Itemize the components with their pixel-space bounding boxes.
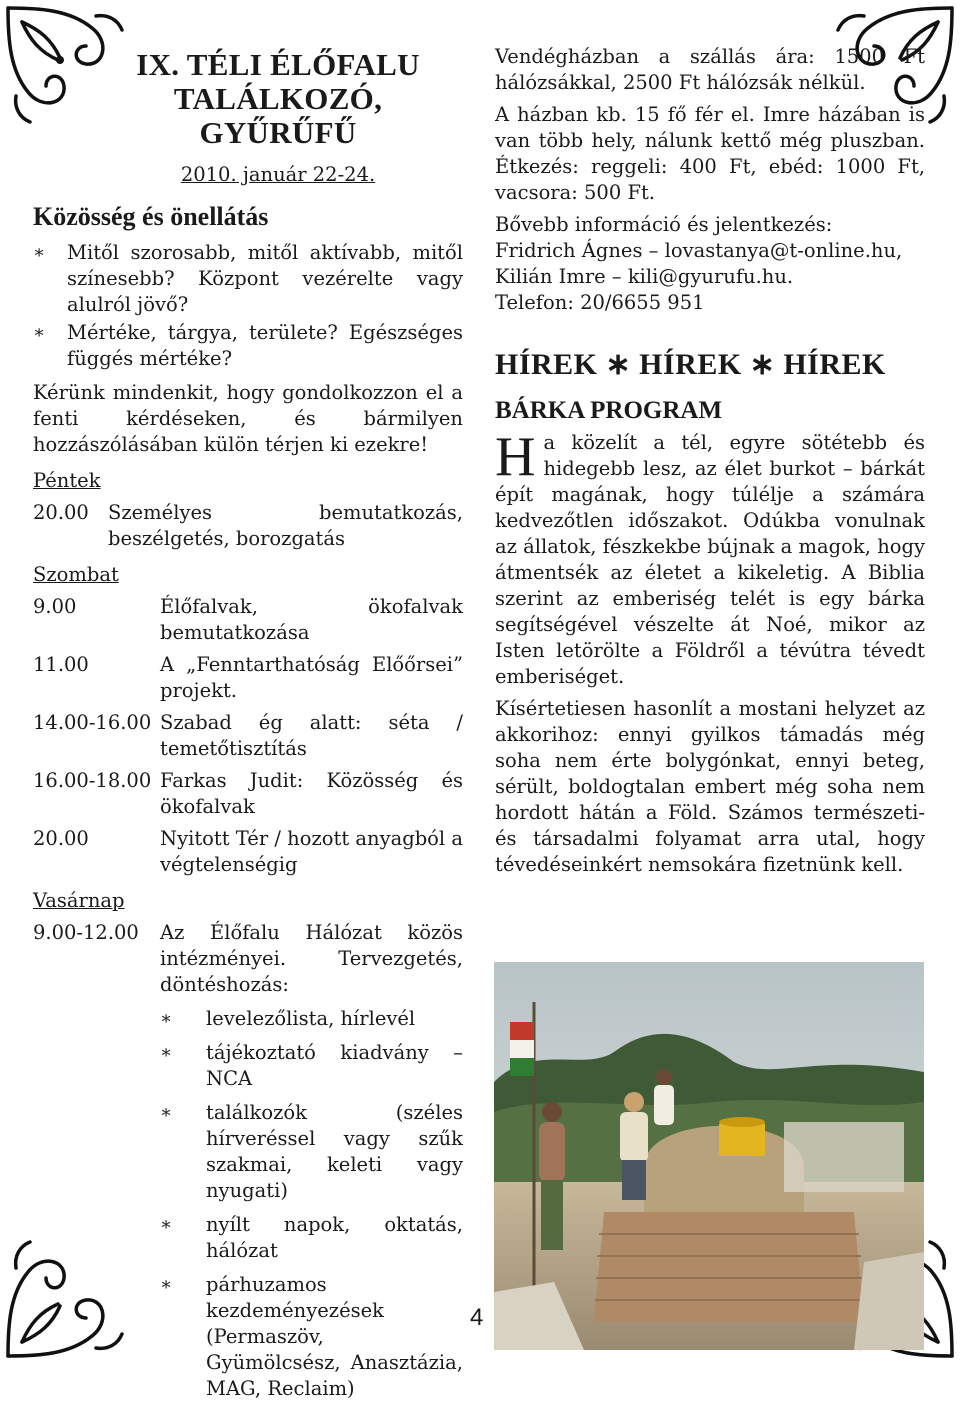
section-heading-community: Közösség és önellátás (33, 202, 269, 231)
page-title (33, 48, 463, 150)
schedule-text: Élőfalvak, ökofalvak bemutatkozása (160, 595, 463, 644)
list-item: ∗ tájékoztató kiadvány – NCA (160, 1041, 463, 1090)
list-item: ∗ Mitől szorosabb, mitől aktívabb, mitől színesebb? Központ vezérelte vagy alulról jövő? (33, 241, 463, 316)
question-list (33, 240, 463, 372)
schedule-time: 9.00 (33, 595, 77, 618)
schedule-row (33, 826, 463, 878)
asterisk-icon: ∗ (160, 1102, 173, 1123)
left-column (33, 48, 463, 1410)
schedule-row (33, 652, 463, 704)
intro-paragraph: Kérünk mindenkit, hogy gondolkozzon el a fenti kérdéseken, és bármilyen hozzászólásában külön térjen ki ezekre! (33, 381, 463, 456)
list-item: ∗ nyílt napok, oktatás, hálózat (160, 1213, 463, 1262)
day-label-sunday: Vasárnap (33, 889, 125, 912)
asterisk-icon: ∗ (33, 242, 46, 263)
list-item: ∗ találkozók (széles hírveréssel vagy szűk szakmai, keleti vagy nyugati) (160, 1101, 463, 1202)
drop-cap: H (495, 426, 536, 488)
photo-outdoor-oven (494, 962, 924, 1350)
asterisk-icon: ∗ (33, 322, 46, 343)
list-item: ∗ párhuzamos kezdeményezések (Permaszöv, Gyümölcsész, Anasztázia, MAG, Reclaim) (160, 1273, 463, 1400)
lodging-text: Vendégházban a szállás ára: 1500 Ft hálózsákkal, 2500 Ft hálózsák nélkül. (495, 45, 925, 94)
schedule-row (33, 768, 463, 820)
info-label: Bővebb információ és jelentkezés: (495, 213, 833, 236)
schedule-row (33, 710, 463, 762)
asterisk-icon: ∗ (160, 1042, 173, 1063)
title-line-2: TALÁLKOZÓ, GYŰRŰFŰ (173, 81, 383, 150)
phone-text: Telefon: 20/6655 951 (495, 291, 705, 314)
list-item: ∗ levelezőlista, hírlevél (160, 1007, 416, 1030)
day-label-saturday: Szombat (33, 563, 119, 586)
asterisk-icon: ∗ (160, 1274, 173, 1295)
contact-line: Kilián Imre – kili@gyurufu.hu. (495, 265, 794, 288)
schedule-text: A „Fenntarthatóság Előőrsei” projekt. (160, 653, 463, 702)
schedule-text: Nyitott Tér / hozott anyagból a végtelenségig (160, 827, 463, 876)
schedule-time: 14.00-16.00 (33, 711, 152, 734)
right-column (495, 44, 925, 884)
schedule-text: Szabad ég alatt: séta / temetőtisztítás (160, 711, 463, 760)
schedule-text: Az Élőfalu Hálózat közös intézményei. Tervezgetés, döntéshozás: (160, 921, 463, 996)
list-item: ∗ Mértéke, tárgya, területe? Egészséges függés mértéke? (33, 321, 463, 370)
barka-heading: BÁRKA PROGRAM (495, 397, 723, 424)
barka-paragraph: Ha közelít a tél, egyre sötétebb és hidegebb lesz, az élet burkot – bárkát épít magának, hogy túlélje a számára kedvezőtlen időszakot. Odúkba vonulnak az állatok, fészkekbe bújnak a magok, hogy átmentsék az életet a kikeletig. A Biblia szerint az emberiség telét is egy bárka segítségével vészelte át Noé, mikor az Isten letörölte a Földről a tévútra tévedt emberiséget. (495, 426, 925, 688)
schedule-time: 16.00-18.00 (33, 769, 152, 792)
schedule-time: 20.00 (33, 501, 89, 524)
asterisk-icon: ∗ (160, 1008, 173, 1029)
sunday-sublist (160, 1006, 463, 1402)
schedule-row (33, 594, 463, 646)
event-date: 2010. január 22-24. (180, 163, 376, 186)
schedule-time: 9.00-12.00 (33, 921, 139, 944)
page-number: 4 (470, 1304, 484, 1331)
news-heading: HÍREK ∗ HÍREK ∗ HÍREK (495, 348, 886, 381)
schedule-text: Személyes bemutatkozás, beszélgetés, borozgatás (108, 501, 463, 550)
day-label-friday: Péntek (33, 469, 101, 492)
schedule-row (33, 920, 463, 998)
contact-line: Fridrich Ágnes – lovastanya@t-online.hu, (495, 239, 903, 262)
schedule-text: Farkas Judit: Közösség és ökofalvak (160, 769, 463, 818)
house-text: A házban kb. 15 fő fér el. Imre házában is van több hely, nálunk kettő még pluszban. Étkezés: reggeli: 400 Ft, ebéd: 1000 Ft, vacsora: 500 Ft. (495, 103, 925, 204)
asterisk-icon: ∗ (160, 1214, 173, 1235)
schedule-row (33, 500, 463, 552)
schedule-time: 20.00 (33, 827, 89, 850)
title-line-1: IX. TÉLI ÉLŐFALU (136, 47, 420, 82)
schedule-time: 11.00 (33, 653, 89, 676)
barka-paragraph-2: Kísértetiesen hasonlít a mostani helyzet az akkorihoz: ennyi gyilkos támadás még soha nem érte bolygónkat, ennyi beteg, sérült, boldogtalan embert még soha nem hordott hátán a Föld. Számos természeti- és társadalmi folyamat arra utal, hogy tévedéseinkért nemsokára fizetnünk kell. (495, 697, 925, 876)
